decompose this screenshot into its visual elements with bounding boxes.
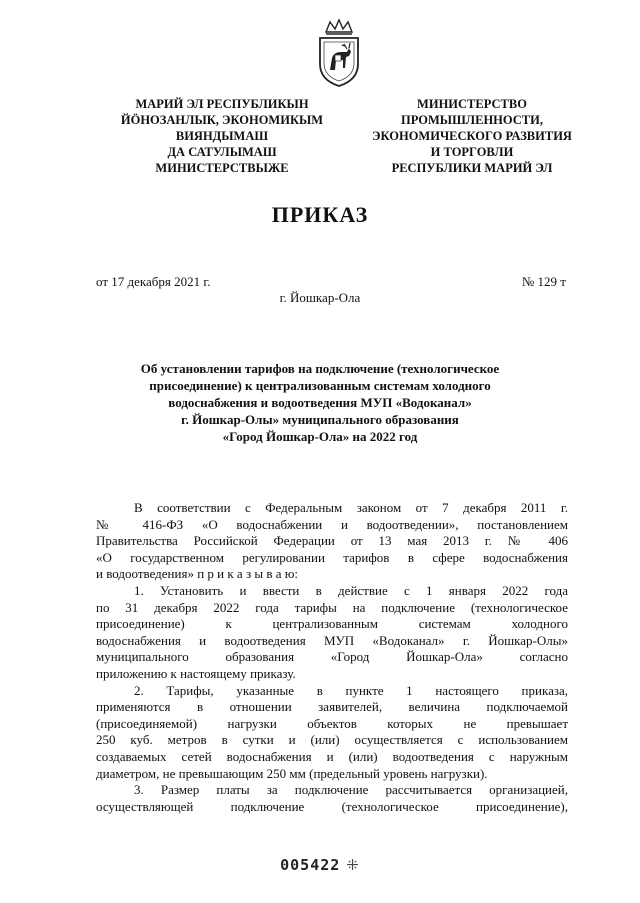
body-line: осуществляющей подключение (технологическое присоединение), xyxy=(96,798,568,814)
ministry-line: ЭКОНОМИЧЕСКОГО РАЗВИТИЯ xyxy=(372,129,572,143)
body-line: (присоединяемой) нагрузки объектов которых не превышает xyxy=(96,715,568,731)
body-line: водоснабжения и водоотведения МУП «Водоканал» г. Йошкар-Олы» xyxy=(96,632,568,648)
ministry-name-russian xyxy=(352,96,592,176)
document-title: ПРИКАЗ xyxy=(271,202,369,227)
ministry-line: ПРОМЫШЛЕННОСТИ, xyxy=(401,113,543,127)
body-line: приложению к настоящему приказу. xyxy=(96,665,296,681)
body-line: 3. Размер платы за подключение рассчитывается организацией, xyxy=(134,782,568,798)
body-line: присоединение) к централизованным системам холодного xyxy=(96,616,568,632)
body-line: В соответствии с Федеральным законом от 7 декабря 2011 г. xyxy=(134,500,568,515)
order-body xyxy=(96,500,568,815)
body-line: 250 куб. метров в сутки и (или) осуществляется с использованием xyxy=(96,732,568,748)
subject-line: г. Йошкар-Олы» муниципального образования xyxy=(181,412,459,427)
serial-digits: 005422 xyxy=(280,856,341,874)
order-subject xyxy=(80,360,560,445)
serial-mark-icon: ⁜ xyxy=(346,856,360,874)
body-line: и водоотведения» п р и к а з ы в а ю: xyxy=(96,566,299,582)
body-line: «О государственном регулировании тарифов в сфере водоснабжения xyxy=(96,549,568,565)
subject-line: «Город Йошкар-Ола» на 2022 год xyxy=(222,429,418,444)
ministry-line: МИНИСТЕРСТВЫЖЕ xyxy=(155,161,289,175)
ministry-line: ВИЯНДЫМАШ xyxy=(175,129,269,143)
body-line: 2. Тарифы, указанные в пункте 1 настоящего приказа, xyxy=(134,682,568,698)
ministry-line: МИНИСТЕРСТВО xyxy=(417,97,527,111)
subject-line: присоединение) к централизованным системам холодного xyxy=(149,378,491,393)
ministry-line: РЕСПУБЛИКИ МАРИЙ ЭЛ xyxy=(391,161,553,175)
body-line: Правительства Российской Федерации от 13 мая 2013 г. № 406 xyxy=(96,533,568,549)
body-line: 1. Установить и ввести в действие с 1 января 2022 года xyxy=(134,582,568,598)
ministry-name-mari xyxy=(102,96,342,176)
subject-line: Об установлении тарифов на подключение (технологическое xyxy=(140,361,500,376)
subject-line: водоснабжения и водоотведения МУП «Водоканал» xyxy=(168,395,472,410)
ministry-line: МАРИЙ ЭЛ РЕСПУБЛИКЫН xyxy=(135,97,309,111)
ministry-line: И ТОРГОВЛИ xyxy=(430,145,514,159)
body-line: муниципального образования «Город Йошкар-Ола» согласно xyxy=(96,649,568,665)
order-city: г. Йошкар-Ола xyxy=(279,290,361,305)
order-date: от 17 декабря 2021 г. xyxy=(96,274,211,289)
ministry-line: ДА САТУЛЫМАШ xyxy=(167,145,277,159)
body-line: диаметром, не превышающим 250 мм (предельный уровень нагрузки). xyxy=(96,765,488,781)
coat-of-arms-icon xyxy=(314,18,364,88)
ministry-line: ЙӦНОЗАНЛЫК, ЭКОНОМИКЫМ xyxy=(120,113,324,127)
body-line: создаваемых сетей водоснабжения и (или) водоотведения с наружным xyxy=(96,748,568,764)
order-number: № 129 т xyxy=(521,274,566,289)
body-line: применяются в отношении заявителей, величина подключаемой xyxy=(96,699,568,715)
body-line: по 31 декабря 2022 года тарифы на подключение (технологическое xyxy=(96,599,568,615)
serial-number xyxy=(0,856,640,874)
body-line: № 416-ФЗ «О водоснабжении и водоотведении», постановлением xyxy=(96,516,568,532)
